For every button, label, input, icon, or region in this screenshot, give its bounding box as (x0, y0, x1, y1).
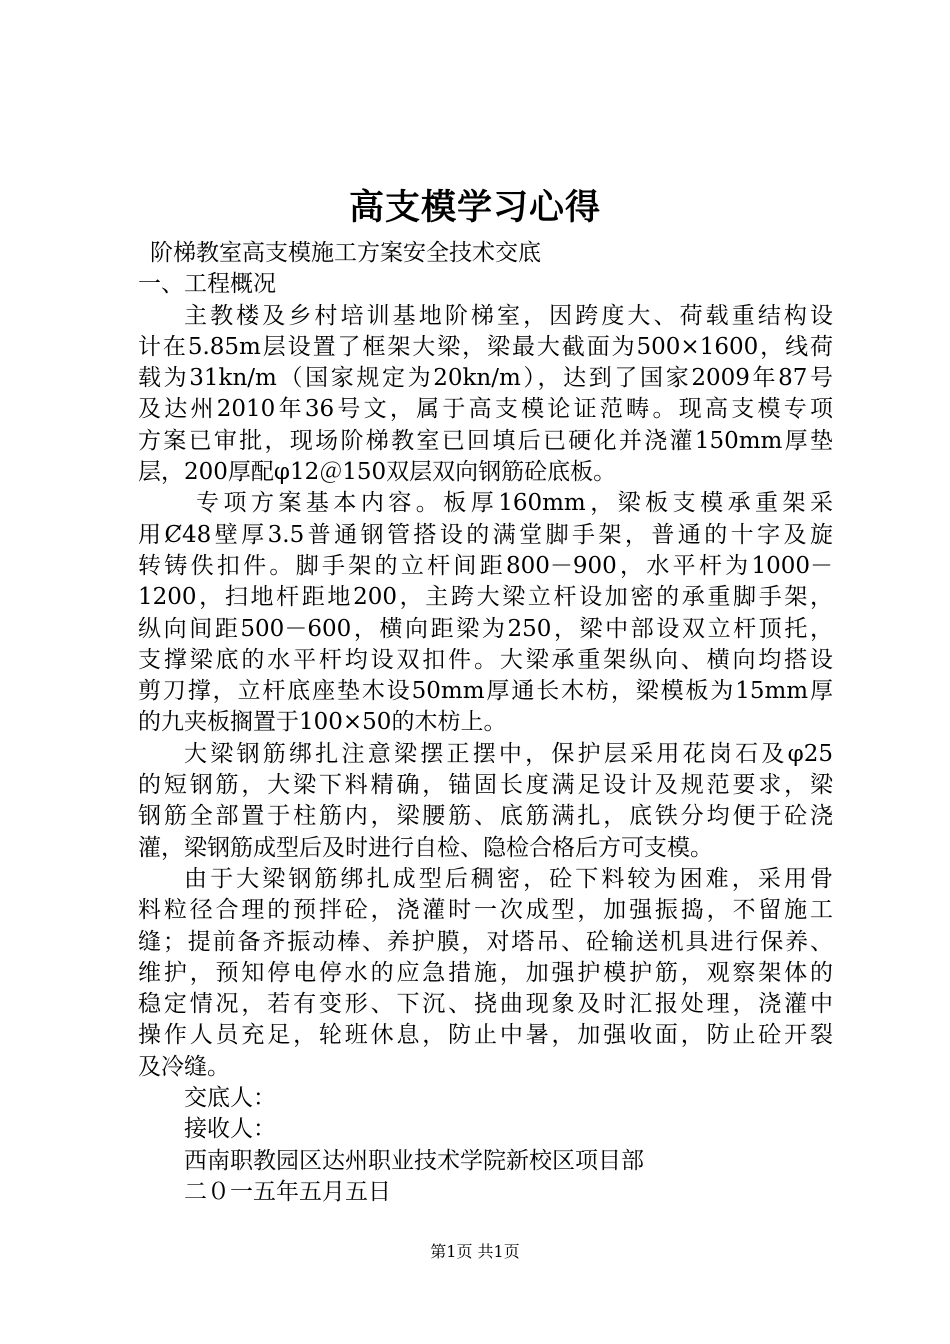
paragraph-line: 支撑梁底的水平杆均设双扣件。大梁承重架纵向、横向均搭设 (138, 646, 833, 673)
paragraph-line: 剪刀撑，立杆底座垫木设50mm厚通长木枋，梁模板为15mm厚 (138, 678, 833, 705)
paragraph-line: 载为31kn/m（国家规定为20kn/m），达到了国家2009年87号 (138, 365, 833, 392)
organization-name: 西南职教园区达州职业技术学院新校区项目部 (184, 1147, 644, 1174)
paragraph-line: 方案已审批，现场阶梯教室已回填后已硬化并浇灌150mm厚垫 (138, 427, 833, 454)
handover-label: 交底人： (184, 1085, 276, 1112)
subtitle-line: 阶梯教室高支模施工方案安全技术交底 (150, 240, 541, 266)
paragraph-line: 稳定情况，若有变形、下沉、挠曲现象及时汇报处理，浇灌中 (138, 991, 833, 1018)
paragraph-line: 层，200厚配φ12＠150双层双向钢筋砼底板。 (138, 459, 617, 486)
paragraph-line: 操作人员充足，轮班休息，防止中暑，加强收面，防止砼开裂 (138, 1022, 833, 1049)
paragraph-line: 钢筋全部置于柱筋内，梁腰筋、底筋满扎，底铁分均便于砼浇 (138, 803, 833, 830)
paragraph-line: 灌，梁钢筋成型后及时进行自检、隐检合格后方可支模。 (138, 834, 713, 861)
paragraph-line: 的短钢筋，大梁下料精确，锚固长度满足设计及规范要求，梁 (138, 772, 833, 799)
paragraph-line: 计在5.85m层设置了框架大梁，梁最大截面为500×1600，线荷 (138, 333, 833, 360)
paragraph-line: 专项方案基本内容。板厚160mm，梁板支模承重架采 (196, 490, 833, 517)
paragraph-line: 缝；提前备齐振动棒、养护膜，对塔吊、砼输送机具进行保养、 (138, 928, 833, 955)
paragraph-line: 纵向间距500－600，横向距梁为250，梁中部设双立杆顶托， (138, 615, 833, 642)
paragraph-line: 由于大梁钢筋绑扎成型后稠密，砼下料较为困难，采用骨 (184, 865, 833, 892)
paragraph-line: 转铸佚扣件。脚手架的立杆间距800－900，水平杆为1000－ (138, 552, 833, 579)
page-footer: 第1页 共1页 (430, 1242, 520, 1261)
paragraph-line: 的九夹板搁置于100×50的木枋上。 (138, 709, 507, 736)
paragraph-line: 料粒径合理的预拌砼，浇灌时一次成型，加强振捣，不留施工 (138, 897, 833, 924)
paragraph-line: 1200，扫地杆距地200，主跨大梁立杆设加密的承重脚手架， (138, 584, 833, 611)
document-date: 二０一五年五月五日 (184, 1178, 391, 1205)
document-title: 高支模学习心得 (348, 187, 601, 228)
section-heading: 一、工程概况 (138, 271, 276, 298)
paragraph-line: 及达州2010年36号文，属于高支模论证范畴。现高支模专项 (138, 396, 833, 423)
paragraph-line: 及冷缝。 (138, 1053, 230, 1080)
paragraph-line: 主教楼及乡村培训基地阶梯室，因跨度大、荷载重结构设 (184, 302, 833, 329)
paragraph-line: 维护，预知停电停水的应急措施，加强护模护筋，观察架体的 (138, 959, 833, 986)
paragraph-line: 大梁钢筋绑扎注意梁摆正摆中，保护层采用花岗石及φ25 (184, 740, 833, 767)
document-body (138, 238, 833, 1208)
paragraph-line: 用Ȼ48壁厚3.5普通钢管搭设的满堂脚手架，普通的十字及旋 (138, 521, 833, 548)
receiver-label: 接收人： (184, 1116, 276, 1143)
